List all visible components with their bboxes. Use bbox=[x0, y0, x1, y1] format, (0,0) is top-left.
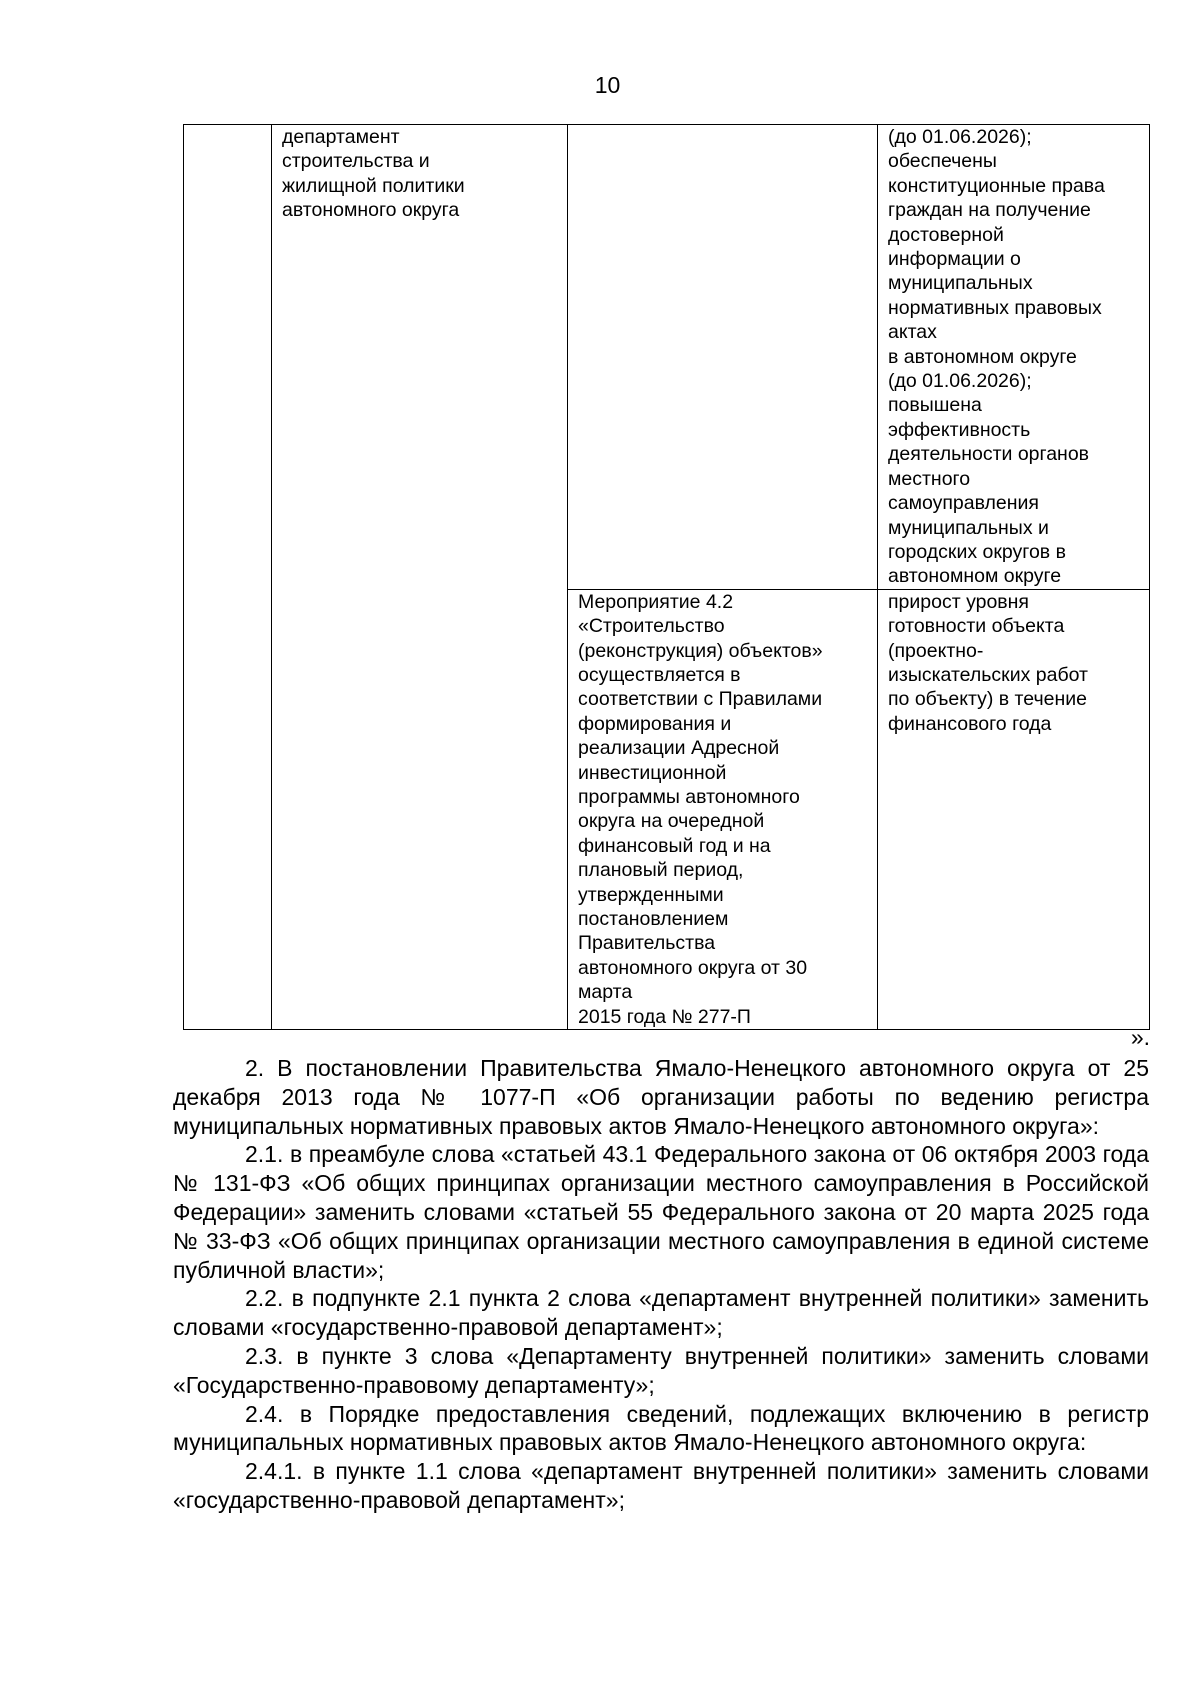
indicator-text: прирост уровня готовности объекта (проектно- изыскательских работ по объекту) в течение финансового года bbox=[888, 590, 1088, 735]
paragraph: 2.4.1. в пункте 1.1 слова «департамент внутренней политики» заменить словами «государственно-правовой департамент»; bbox=[173, 1458, 1149, 1513]
closing-quote: ». bbox=[1130, 1024, 1150, 1050]
paragraph: 2.4. в Порядке предоставления сведений, подлежащих включению в регистр муниципальных нормативных правовых актов Ямало-Ненецкого автономного округа: bbox=[173, 1400, 1149, 1456]
table-cell-indicator bbox=[878, 589, 1150, 1029]
measures-table bbox=[183, 124, 1150, 1030]
paragraph: 2. В постановлении Правительства Ямало-Ненецкого автономного округа от 25 декабря 2013 года № 1077-П «Об организации работы по ведению регистра муниципальных нормативных правовых актов Ямало-Ненецкого автономного округа»: bbox=[173, 1055, 1149, 1139]
document-body bbox=[173, 1054, 1149, 1515]
paragraph: 2.3. в пункте 3 слова «Департаменту внутренней политики» заменить словами «Государственно-правовому департаменту»; bbox=[173, 1342, 1149, 1398]
table-cell-empty bbox=[568, 125, 878, 590]
paragraph: 2.2. в подпункте 2.1 пункта 2 слова «департамент внутренней политики» заменить словами «государственно-правовой департамент»; bbox=[173, 1285, 1149, 1341]
table-cell-result bbox=[878, 125, 1150, 590]
executor-text: департамент строительства и жилищной политики автономного округа bbox=[282, 126, 465, 222]
paragraph: 2.1. в преамбуле слова «статьей 43.1 Федерального закона от 06 октября 2003 года № 131-ФЗ «Об общих принципах организации местного самоуправления в Российской Федерации» заменить словами «статьей 55 Федерального закона от 20 марта 2025 года № 33-ФЗ «Об общих принципах организации местного самоуправления в единой системе публичной власти»; bbox=[173, 1141, 1149, 1283]
table-cell-measure bbox=[568, 589, 878, 1029]
table-cell-empty bbox=[184, 125, 272, 1030]
table-cell-executor bbox=[272, 125, 568, 1030]
measure-text: Мероприятие 4.2 «Строительство (реконструкция) объектов» осуществляется в соответствии с Правилами формирования и реализации Адресной инвестиционной программы автономного округа на очередной финансовый год и на плановый период, утвержденными постановлением Правительства автономного округа от 30 марта 2015 года № 277-П bbox=[578, 590, 823, 1028]
result-text: (до 01.06.2026); обеспечены конституционные права граждан на получение достоверной информации о муниципальных нормативных правовых актах в автономном округе (до 01.06.2026); повышена эффективность деятельности органов местного самоуправления муниципальных и городских округов в автономном округе bbox=[888, 126, 1105, 588]
table-row bbox=[184, 125, 1150, 590]
page-number: 10 bbox=[594, 72, 621, 98]
